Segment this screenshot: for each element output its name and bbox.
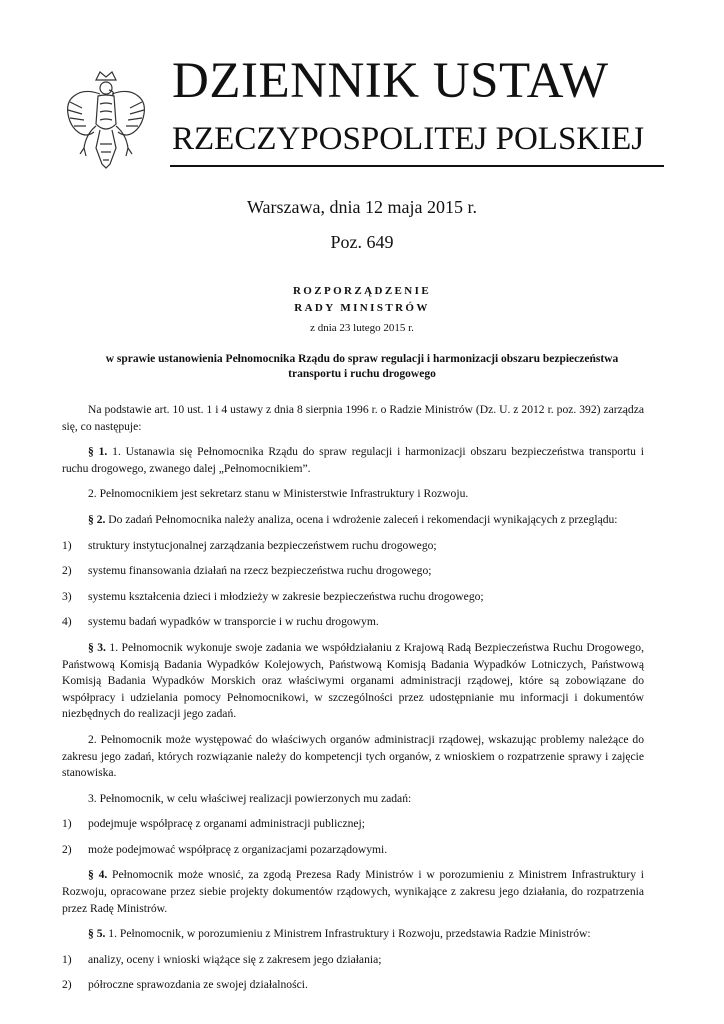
section-mark: § 3. — [88, 640, 106, 654]
list-item — [62, 563, 644, 580]
act-date: z dnia 23 lutego 2015 r. — [310, 322, 414, 334]
journal-header — [60, 50, 664, 168]
list-text: półroczne sprawozdania ze swojej działalności. — [88, 978, 308, 992]
section-4 — [62, 867, 644, 917]
section-mark: § 2. — [88, 512, 106, 526]
section-3-paragraph-2: 2. Pełnomocnik może występować do właściwych organów administracji rządowej, wskazując problemy należące do zakresu jego zadań, których rozwiązanie należy do kompetencji tych organów, z wnioskiem o rozpatrzenie sprawy i zajęcie stanowiska. — [62, 732, 644, 780]
section-5 — [62, 926, 644, 943]
section-text: Do zadań Pełnomocnika należy analiza, ocena i wdrożenie zaleceń i rekomendacji wynikających z przeglądu: — [105, 512, 618, 526]
act-subject: w sprawie ustanowienia Pełnomocnika Rządu do spraw regulacji i harmonizacji obszaru bezpieczeństwa transportu i ruchu drogowego — [105, 353, 619, 380]
list-text: systemu finansowania działań na rzecz bezpieczeństwa ruchu drogowego; — [88, 564, 432, 578]
list-text: może podejmować współpracę z organizacjami pozarządowymi. — [88, 842, 388, 856]
publication-date: Warszawa, dnia 12 maja 2015 r. — [247, 197, 477, 217]
polish-eagle-emblem-icon — [62, 68, 150, 172]
list-number: 1) — [62, 952, 72, 966]
list-item — [62, 614, 644, 631]
section-mark: § 1. — [88, 445, 108, 459]
list-number: 2) — [62, 978, 72, 992]
preamble: Na podstawie art. 10 ust. 1 i 4 ustawy z dnia 8 sierpnia 1996 r. o Radzie Ministrów (Dz. U. z 2012 r. poz. 392) zarządza się, co następuje: — [62, 403, 644, 433]
list-text: struktury instytucjonalnej zarządzania bezpieczeństwem ruchu drogowego; — [88, 538, 437, 552]
list-number: 2) — [62, 842, 72, 856]
list-text: systemu badań wypadków w transporcie i w ruchu drogowym. — [88, 615, 379, 629]
list-number: 1) — [62, 817, 72, 831]
section-mark: § 5. — [88, 927, 106, 941]
section-1 — [62, 444, 644, 477]
list-number: 1) — [62, 538, 72, 552]
list-text: systemu kształcenia dzieci i młodzieży w zakresie bezpieczeństwa ruchu drogowego; — [88, 589, 484, 603]
journal-title: DZIENNIK USTAW — [172, 53, 609, 109]
act-type: ROZPORZĄDZENIE — [292, 285, 432, 297]
header-divider — [170, 165, 664, 167]
list-item — [62, 842, 644, 859]
list-item — [62, 538, 644, 555]
list-text: analizy, oceny i wnioski wiążące się z zakresem jego działania; — [88, 952, 382, 966]
section-text: 1. Pełnomocnik, w porozumieniu z Ministrem Infrastruktury i Rozwoju, przedstawia Radzie Ministrów: — [105, 927, 591, 941]
list-text: podejmuje współpracę z organami administracji publicznej; — [88, 817, 365, 831]
journal-subtitle: RZECZYPOSPOLITEJ POLSKIEJ — [172, 121, 645, 157]
section-2 — [62, 512, 644, 529]
list-number: 2) — [62, 564, 72, 578]
list-item — [62, 952, 644, 969]
section-3-paragraph-3: 3. Pełnomocnik, w celu właściwej realizacji powierzonych mu zadań: — [88, 791, 412, 805]
list-item — [62, 589, 644, 606]
act-issuer: RADY MINISTRÓW — [294, 302, 430, 314]
position-number: Poz. 649 — [330, 232, 394, 252]
section-1-paragraph-2: 2. Pełnomocnikiem jest sekretarz stanu w Ministerstwie Infrastruktury i Rozwoju. — [88, 487, 469, 501]
section-text: 1. Pełnomocnik wykonuje swoje zadania we współdziałaniu z Krajową Radą Bezpieczeństwa Ruchu Drogowego, Państwową Komisją Badania Wypadków Kolejowych, Państwową Komisją Badania Wypadków Lotniczych, Państwową Komisją Badania Wypadków Morskich oraz właściwymi organami administracji rządowej, które są zobowiązane do współpracy i udzielania pomocy Pełnomocnikowi, w szczególności przez udostępnianie mu informacji i dokumentów niezbędnych do realizacji jego zadań. — [62, 640, 645, 721]
section-text: 1. Ustanawia się Pełnomocnika Rządu do spraw regulacji i harmonizacji obszaru bezpieczeństwa transportu i ruchu drogowego, zwanego dalej „Pełnomocnikiem”. — [62, 445, 644, 475]
section-mark: § 4. — [88, 868, 108, 882]
section-3 — [62, 640, 644, 723]
section-text: Pełnomocnik może wnosić, za zgodą Prezesa Rady Ministrów i w porozumieniu z Ministrem Infrastruktury i Rozwoju, opracowane przez siebie projekty dokumentów rządowych, wynikające z zakresu jego działania, do rozpatrzenia przez Radę Ministrów. — [62, 868, 644, 915]
list-item — [62, 816, 644, 833]
list-number: 4) — [62, 615, 72, 629]
regulation-body — [62, 402, 644, 1003]
list-item — [62, 977, 644, 994]
list-number: 3) — [62, 589, 72, 603]
